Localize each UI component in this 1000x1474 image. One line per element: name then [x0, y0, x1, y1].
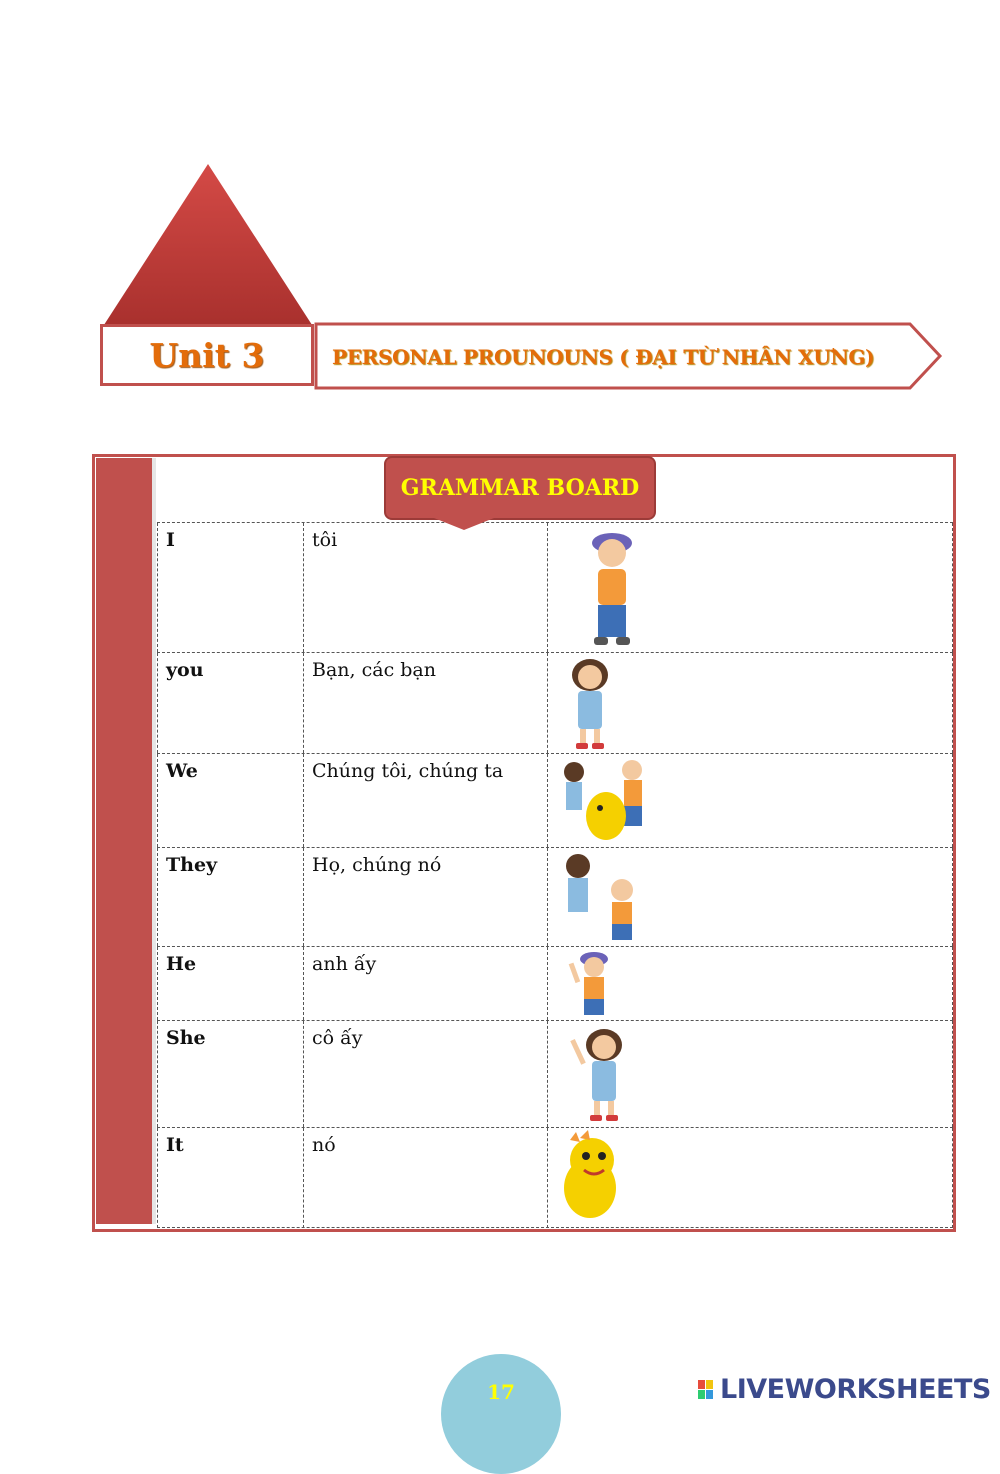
- picture-cell: [547, 848, 953, 946]
- table-row: [157, 652, 953, 753]
- table-row: [157, 522, 953, 652]
- pronoun-cell: He: [157, 947, 303, 1020]
- picture-cell: [547, 754, 953, 847]
- pronoun-cell: you: [157, 653, 303, 753]
- unit-box: [100, 324, 314, 386]
- meaning-cell: Bạn, các bạn: [303, 653, 547, 753]
- pronoun-cell: We: [157, 754, 303, 847]
- brand-name[interactable]: LIVEWORKSHEETS: [720, 1374, 991, 1405]
- pronoun-cell: I: [157, 523, 303, 652]
- meaning-cell: anh ấy: [303, 947, 547, 1020]
- picture-cell: [547, 1128, 953, 1228]
- picture-cell: [547, 523, 953, 652]
- meaning-cell: cô ấy: [303, 1021, 547, 1127]
- dinosaur-icon: [556, 1130, 626, 1222]
- pronoun-table: [157, 522, 953, 1228]
- pronoun-cell: They: [157, 848, 303, 946]
- page-number-badge: [441, 1354, 561, 1474]
- page-title: PERSONAL PROUNOUNS ( ĐẠI TỪ NHÂN XƯNG): [332, 345, 875, 369]
- triangle-decoration: [100, 162, 320, 332]
- waving-girl-icon: [568, 1023, 638, 1125]
- picture-cell: [547, 653, 953, 753]
- picture-cell: [547, 947, 953, 1020]
- table-bottom-border: [157, 1227, 953, 1228]
- waving-boy-icon: [566, 949, 626, 1019]
- girl-icon: [560, 655, 620, 751]
- pronoun-cell: It: [157, 1128, 303, 1228]
- meaning-cell: nó: [303, 1128, 547, 1228]
- table-row: [157, 1127, 953, 1228]
- boy-icon: [576, 525, 646, 649]
- meaning-cell: tôi: [303, 523, 547, 652]
- table-row: [157, 847, 953, 946]
- pronoun-cell: She: [157, 1021, 303, 1127]
- table-row: [157, 1020, 953, 1127]
- meaning-cell: Họ, chúng nó: [303, 848, 547, 946]
- liveworksheets-logo-icon: [698, 1380, 714, 1400]
- table-row: [157, 753, 953, 847]
- page-number: 17: [487, 1380, 515, 1404]
- girl-and-boy-icon: [556, 850, 646, 944]
- picture-cell: [547, 1021, 953, 1127]
- grammar-board-label: GRAMMAR BOARD: [384, 456, 656, 520]
- side-bar: [96, 458, 156, 1224]
- meaning-cell: Chúng tôi, chúng ta: [303, 754, 547, 847]
- label-notch: [434, 518, 494, 530]
- table-row: [157, 946, 953, 1020]
- unit-label: Unit 3: [149, 335, 265, 375]
- girl-boy-dinosaur-icon: [556, 756, 652, 846]
